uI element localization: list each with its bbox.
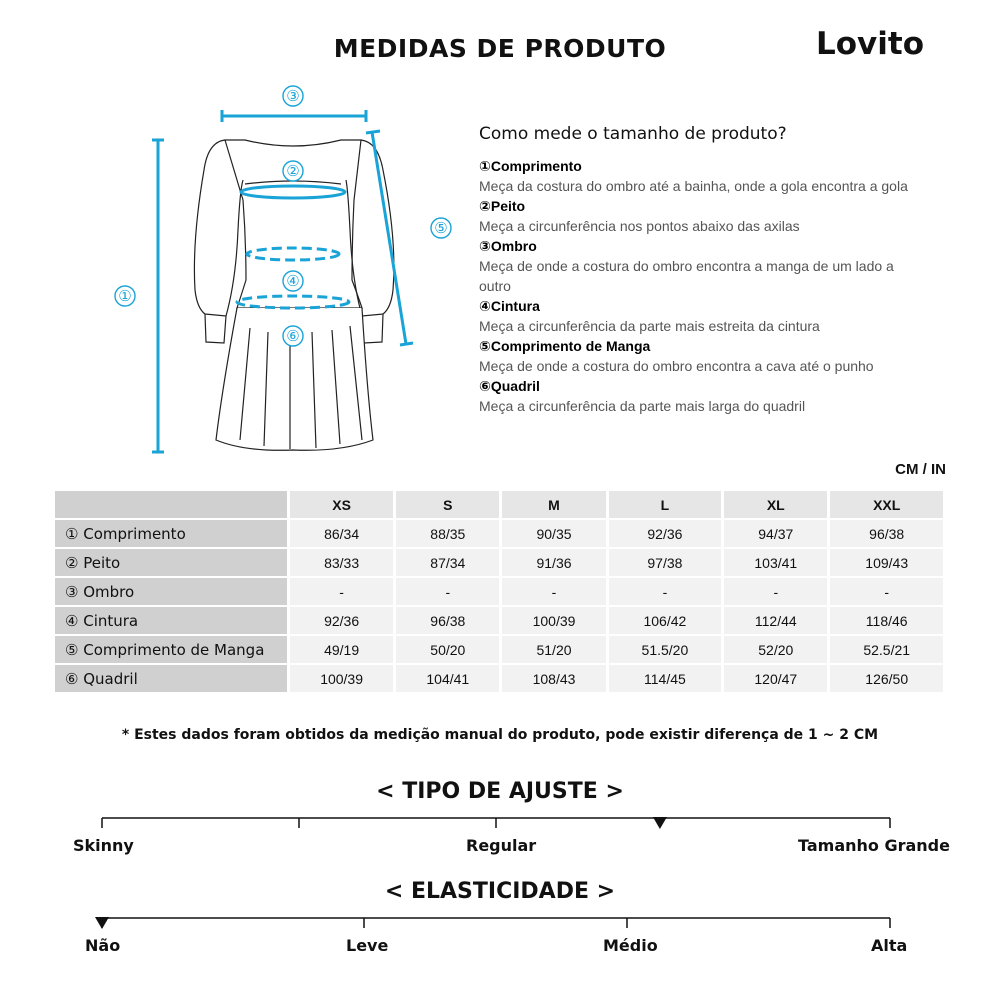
row-label: ④ Cintura [55,607,287,634]
table-cell: 51.5/20 [609,636,722,663]
elasticity-label-none: Não [85,936,121,955]
guide-item-name: ⑤Comprimento de Manga [479,338,651,354]
table-cell: - [724,578,827,605]
table-cell: 114/45 [609,665,722,692]
table-cell: - [396,578,499,605]
marker-5: ⑤ [434,219,448,237]
table-cell: - [290,578,393,605]
guide-item-desc: Meça a circunferência da parte mais larga do quadril [479,398,806,414]
table-cell: - [502,578,605,605]
units-label: CM / IN [895,461,946,478]
guide-item-desc: Meça da costura do ombro até a bainha, onde a gola encontra a gola [479,178,908,194]
row-label: ② Peito [55,549,287,576]
size-header: XXL [830,491,943,518]
fit-label-regular: Regular [466,836,537,855]
table-cell: 103/41 [724,549,827,576]
table-cell: 52/20 [724,636,827,663]
guide-item-desc: Meça de onde a costura do ombro encontra a manga de um lado a outro [479,258,894,294]
guide-item-name: ④Cintura [479,298,540,314]
guide-item-name: ②Peito [479,198,526,214]
table-cell: 118/46 [830,607,943,634]
table-cell: 90/35 [502,520,605,547]
fit-title: < TIPO DE AJUSTE > [376,779,624,804]
brand-logo: Lovito [815,26,924,62]
size-header: M [502,491,605,518]
table-cell: 120/47 [724,665,827,692]
fit-label-skinny: Skinny [73,836,134,855]
size-header: XS [290,491,393,518]
elasticity-label-medium: Médio [603,936,658,955]
elasticity-label-light: Leve [346,936,389,955]
elasticity-title: < ELASTICIDADE > [384,879,616,904]
table-cell: 96/38 [830,520,943,547]
table-cell: 100/39 [290,665,393,692]
table-cell: 100/39 [502,607,605,634]
guide-item-desc: Meça de onde a costura do ombro encontra a cava até o punho [479,358,874,374]
fit-indicator [653,817,667,829]
guide-item-name: ⑥Quadril [479,378,540,394]
guide-question: Como mede o tamanho de produto? [479,124,787,144]
row-label: ⑤ Comprimento de Manga [55,636,287,663]
table-cell: 109/43 [830,549,943,576]
table-cell: 92/36 [290,607,393,634]
table-cell: 87/34 [396,549,499,576]
table-cell: 104/41 [396,665,499,692]
table-cell: 112/44 [724,607,827,634]
table-cell: 126/50 [830,665,943,692]
size-header: XL [724,491,827,518]
measurement-note: * Estes dados foram obtidos da medição manual do produto, pode existir diferença de 1 ~ 2 CM [121,727,879,743]
page-title: MEDIDAS DE PRODUTO [333,34,667,63]
marker-3: ③ [286,87,300,105]
table-cell: 52.5/21 [830,636,943,663]
guide-item-desc: Meça a circunferência nos pontos abaixo das axilas [479,218,800,234]
fit-label-oversized: Tamanho Grande [798,836,950,855]
row-label: ③ Ombro [55,578,287,605]
table-cell: 106/42 [609,607,722,634]
table-cell: 108/43 [502,665,605,692]
table-cell: 50/20 [396,636,499,663]
elasticity-indicator [95,917,109,929]
guide-item-name: ①Comprimento [479,158,582,174]
table-cell: 97/38 [609,549,722,576]
table-cell: - [830,578,943,605]
table-cell: 94/37 [724,520,827,547]
row-label: ⑥ Quadril [55,665,287,692]
guide-item-desc: Meça a circunferência da parte mais estreita da cintura [479,318,820,334]
size-header: S [396,491,499,518]
table-cell: 92/36 [609,520,722,547]
size-header: L [609,491,722,518]
table-cell: 91/36 [502,549,605,576]
table-cell: 96/38 [396,607,499,634]
table-cell: 86/34 [290,520,393,547]
marker-6: ⑥ [286,327,300,345]
marker-4: ④ [286,272,300,290]
table-cell: 49/19 [290,636,393,663]
marker-2: ② [286,162,300,180]
table-cell: - [609,578,722,605]
row-label: ① Comprimento [55,520,287,547]
table-cell: 88/35 [396,520,499,547]
guide-item-name: ③Ombro [479,238,537,254]
marker-1: ① [118,287,132,305]
table-cell: 83/33 [290,549,393,576]
table-cell: 51/20 [502,636,605,663]
elasticity-label-high: Alta [871,936,908,955]
